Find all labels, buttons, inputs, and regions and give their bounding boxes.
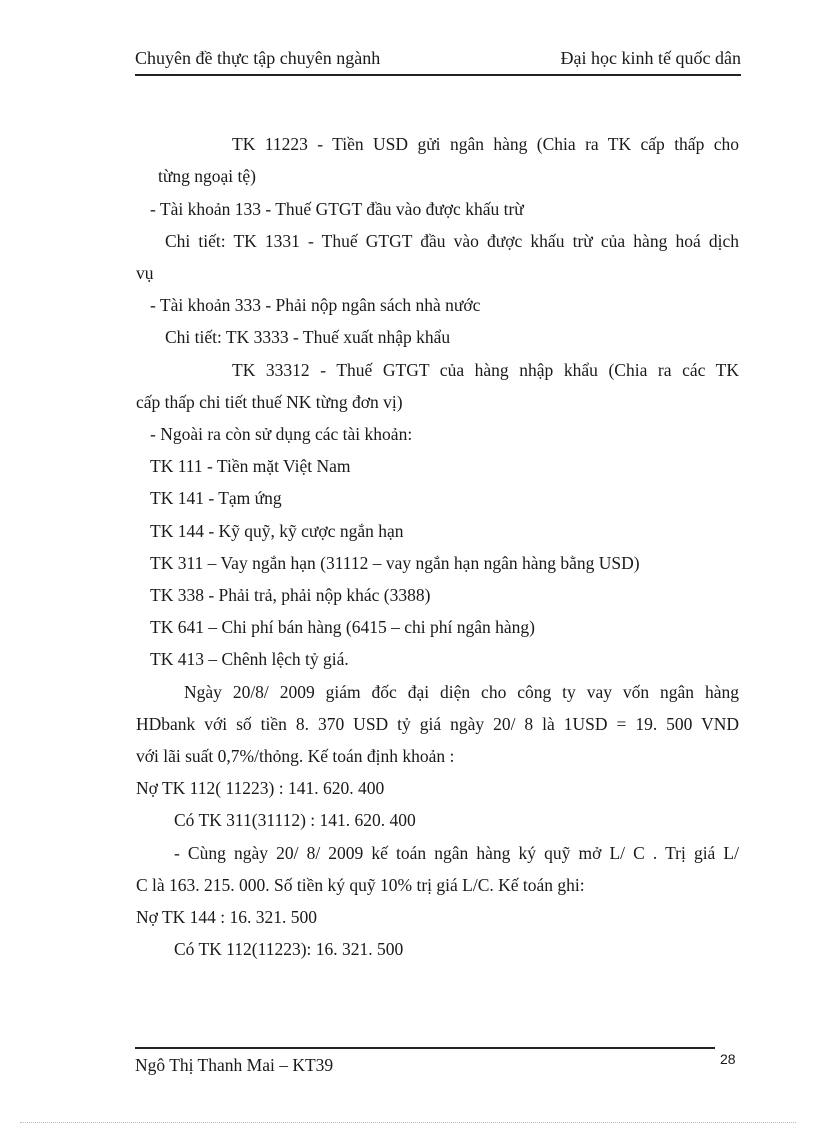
- text-line: Nợ TK 144 : 16. 321. 500: [136, 907, 318, 927]
- text-line: với lãi suất 0,7%/thỏng. Kế toán định khoản :: [136, 746, 455, 766]
- text-line: TK 144 - Kỹ quỹ, kỹ cược ngắn hạn: [150, 521, 404, 541]
- text-line: Ngày 20/8/ 2009 giám đốc đại diện cho công ty vay vốn ngân hàng: [184, 682, 739, 702]
- text-line: C là 163. 215. 000. Số tiền ký quỹ 10% trị giá L/C. Kế toán ghi:: [136, 875, 585, 895]
- text-line: - Tài khoản 133 - Thuế GTGT đầu vào được khấu trừ: [150, 199, 524, 219]
- text-line: TK 311 – Vay ngắn hạn (31112 – vay ngắn hạn ngân hàng bằng USD): [150, 553, 640, 573]
- page-number: 28: [720, 1051, 736, 1067]
- text-line: TK 141 - Tạm ứng: [150, 488, 282, 508]
- text-line: - Cùng ngày 20/ 8/ 2009 kế toán ngân hàng ký quỹ mở L/ C . Trị giá L/: [174, 843, 739, 863]
- text-line: Có TK 112(11223): 16. 321. 500: [174, 939, 404, 959]
- header-course-title: Chuyên đề thực tập chuyên ngành: [135, 48, 381, 68]
- text-line: TK 338 - Phải trả, phải nộp khác (3388): [150, 585, 431, 605]
- text-line: TK 11223 - Tiền USD gửi ngân hàng (Chia ra TK cấp thấp cho: [232, 134, 739, 154]
- text-line: Có TK 311(31112) : 141. 620. 400: [174, 810, 416, 830]
- text-line: TK 33312 - Thuế GTGT của hàng nhập khẩu (Chia ra các TK: [232, 360, 739, 380]
- text-line: từng ngoại tệ): [158, 166, 256, 186]
- footer-divider: [135, 1047, 715, 1049]
- text-line: - Tài khoản 333 - Phải nộp ngân sách nhà nước: [150, 295, 481, 315]
- text-line: Nợ TK 112( 11223) : 141. 620. 400: [136, 778, 385, 798]
- text-line: HDbank với số tiền 8. 370 USD tỷ giá ngày 20/ 8 là 1USD = 19. 500 VND: [136, 714, 739, 734]
- text-line: - Ngoài ra còn sử dụng các tài khoản:: [150, 424, 413, 444]
- page-header: [135, 46, 741, 76]
- text-line: TK 111 - Tiền mặt Việt Nam: [150, 456, 351, 476]
- text-line: TK 413 – Chênh lệch tỷ giá.: [150, 649, 349, 669]
- header-university: Đại học kinh tế quốc dân: [560, 48, 741, 68]
- footer-author: Ngô Thị Thanh Mai – KT39: [135, 1055, 334, 1075]
- text-line: TK 641 – Chi phí bán hàng (6415 – chi phí ngân hàng): [150, 617, 535, 637]
- text-line: Chi tiết: TK 3333 - Thuế xuất nhập khẩu: [165, 327, 451, 347]
- text-line: vụ: [136, 263, 154, 283]
- text-line: Chi tiết: TK 1331 - Thuế GTGT đầu vào được khấu trừ của hàng hoá dịch: [165, 231, 739, 251]
- text-line: cấp thấp chi tiết thuế NK từng đơn vị): [136, 392, 403, 412]
